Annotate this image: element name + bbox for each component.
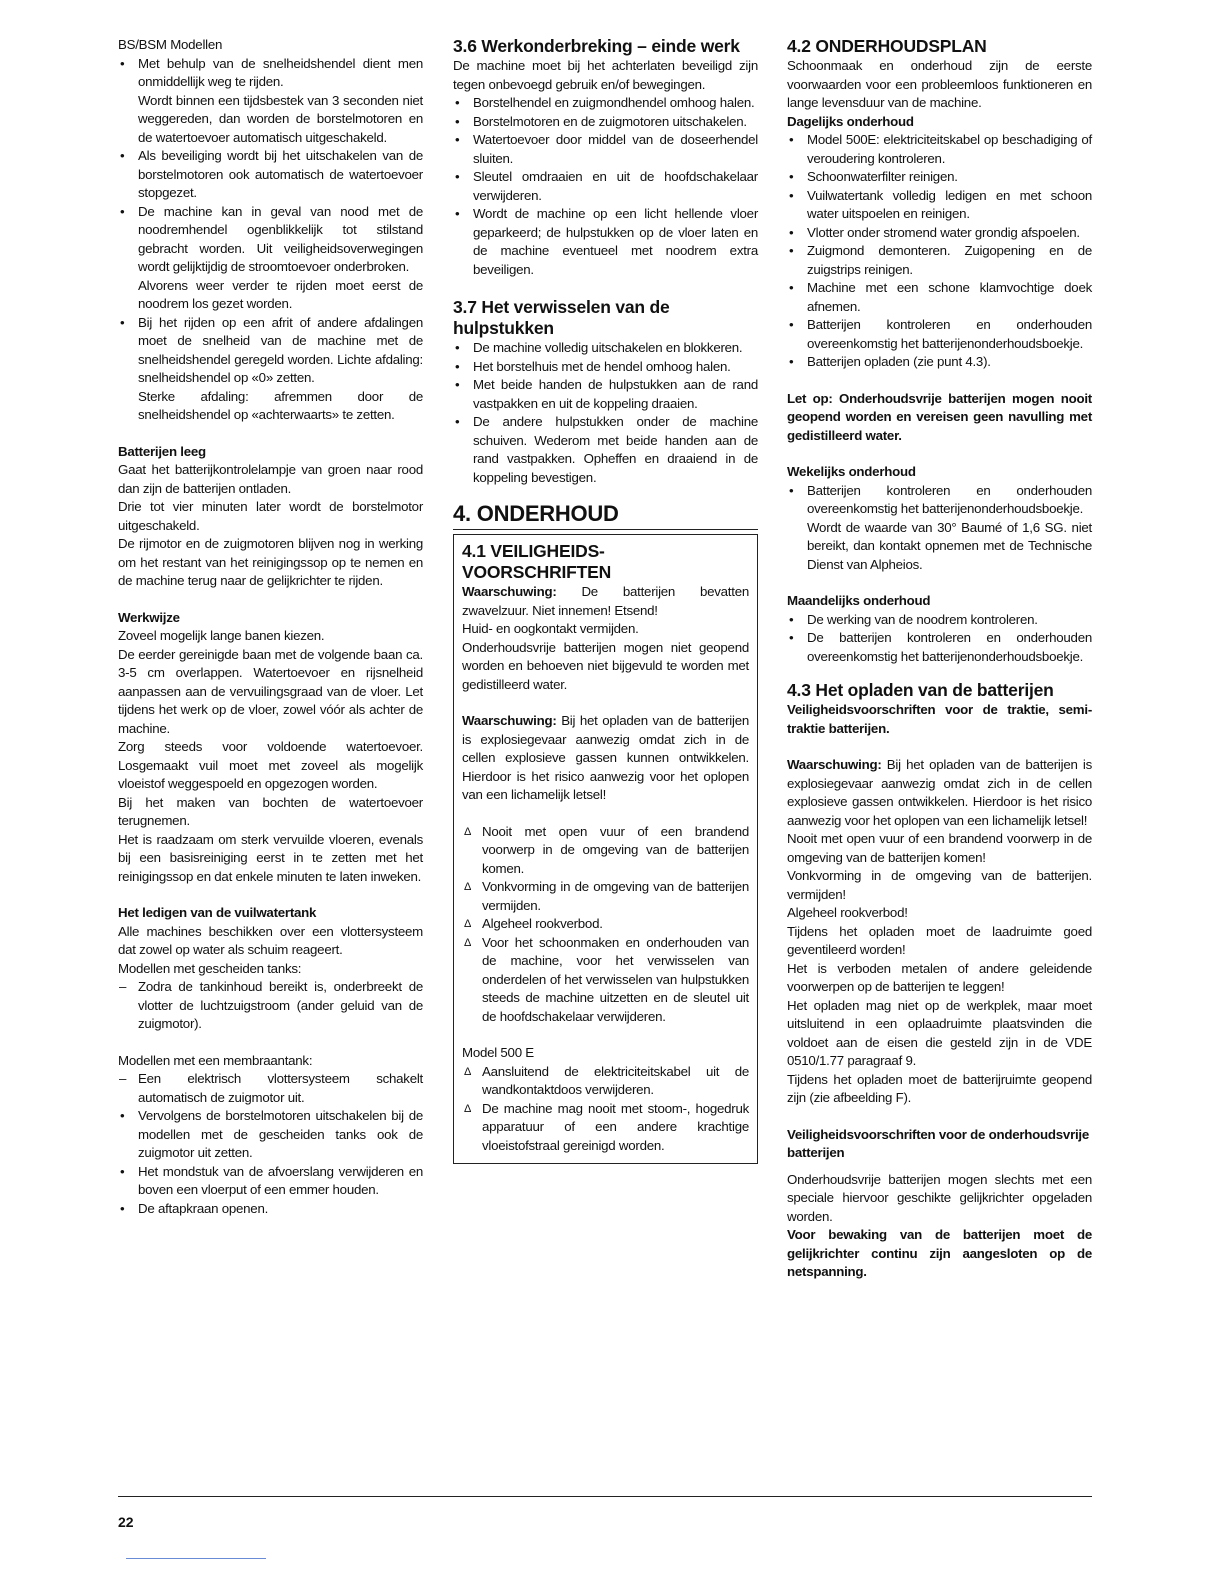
section-3-6-title: 3.6 Werkonderbreking – einde werk: [453, 36, 740, 56]
list-item: Δ De machine mag nooit met stoom-, hogedruk apparatuur of een andere krachtige vloeistofstraal gereinigd worden.: [462, 1100, 749, 1156]
section-subheading: Veiligheidsvoorschriften voor de traktie, semi-traktie batterijen.: [787, 702, 1092, 736]
paragraph: De machine moet bij het achterlaten beveiligd zijn tegen onbevoegd gebruik en/of bewegingen.: [453, 58, 758, 92]
paragraph: Tijdens het opladen moet de batterijruimte geopend zijn (zie afbeelding F).: [787, 1071, 1092, 1105]
operation-bullets: [118, 55, 423, 425]
s37-bullets: [453, 339, 758, 487]
column-right: [787, 36, 1092, 1282]
list-item: • De aftapkraan openen.: [118, 1200, 423, 1219]
safety-box: [453, 534, 758, 1164]
warning-label: Waarschuwing:: [462, 584, 557, 599]
section-4-3-title: 4.3 Het opladen van de batterijen: [787, 680, 1054, 700]
list-item: • Machine met een schone klamvochtige doek afnemen.: [787, 279, 1092, 316]
list-item: • Borstelhendel en zuigmondhendel omhoog halen.: [453, 94, 758, 113]
note-paragraph: Let op: Onderhoudsvrije batterijen mogen nooit geopend worden en vereisen geen navulling met gedistilleerd water.: [787, 390, 1092, 443]
list-item: • Het borstelhuis met de hendel omhoog halen.: [453, 358, 758, 377]
paragraph: Algeheel rookverbod!: [787, 905, 908, 920]
weekly-bullets: [787, 482, 1092, 575]
list-item: • Vlotter onder stromend water grondig afspoelen.: [787, 224, 1092, 243]
paragraph: Zorg steeds voor voldoende watertoevoer. Losgemaakt vuil moet met zoveel als mogelijk vloeistof weggespoeld en opgezogen worden.: [118, 739, 423, 791]
paragraph: Tijdens het opladen moet de laadruimte goed geventileerd worden!: [787, 923, 1092, 957]
list-item: – Zodra de tankinhoud bereikt is, onderbreekt de vlotter de luchtzuigstroom (ander geluid van de zuigmotor).: [118, 978, 423, 1034]
list-item-extra: Alvorens weer verder te rijden moet eerst de noodrem los gezet worden.: [138, 277, 423, 311]
list-item: • Wordt de machine op een licht hellende vloer geparkeerd; de hulpstukken op de vloer laten en de machine eventueel met noodrem extra beveiligen.: [453, 205, 758, 279]
section-3-7-title: 3.7 Het verwisselen van de hulpstukken: [453, 297, 670, 338]
paragraph: Bij het maken van bochten de watertoevoer terugnemen.: [118, 794, 423, 828]
model-warning-list: [462, 1063, 749, 1156]
warning-list: [462, 823, 749, 1027]
list-item: • Batterijen kontroleren en onderhouden overeenkomstig het batterijenonderhoudsboekje.: [787, 316, 1092, 353]
section-heading: Werkwijze: [118, 609, 180, 625]
link-underline: [126, 1558, 266, 1559]
list-item-extra: Sterke afdaling: afremmen door de snelheidshendel op «achterwaarts» te zetten.: [138, 388, 423, 422]
model-line: BS/BSM Modellen: [118, 37, 223, 52]
paragraph: Het is raadzaam om sterk vervuilde vloeren, evenals bij een basisreiniging eerst in te zetten met het reinigingssop en dat enkele minuten te laten inweken.: [118, 831, 423, 884]
list-item: • De batterijen kontroleren en onderhouden overeenkomstig het batterijenonderhoudsboekje.: [787, 629, 1092, 666]
s36-bullets: [453, 94, 758, 279]
list-item: • Schoonwaterfilter reinigen.: [787, 168, 1092, 187]
section-4-2-title: 4.2 ONDERHOUDSPLAN: [787, 36, 987, 56]
list-item: • Vuilwatertank volledig ledigen en met schoon water uitspoelen en reinigen.: [787, 187, 1092, 224]
list-item: – Een elektrisch vlottersysteem schakelt automatisch de zuigmotor uit.: [118, 1070, 423, 1107]
tank-bullets: [118, 1107, 423, 1218]
list-item: Δ Nooit met open vuur of een brandend voorwerp in de omgeving van de batterijen komen.: [462, 823, 749, 879]
list-item: • Met behulp van de snelheidshendel dient men onmiddellijk weg te rijden. Wordt binnen een tijdsbestek van 3 seconden niet weggereden, dan worden de borstelmotoren en de watertoevoer automatisch uitgeschakeld.: [118, 55, 423, 148]
paragraph: Het is verboden metalen of andere geleidende voorwerpen op de batterijen te leggen!: [787, 960, 1092, 994]
model-label: Model 500 E: [462, 1045, 534, 1060]
daily-bullets: [787, 131, 1092, 372]
list-item-extra: Wordt de waarde van 30° Baumé of 1,6 SG. niet bereikt, dan kontakt opnemen met de Technische Dienst van Alpheios.: [807, 519, 1092, 572]
paragraph: Schoonmaak en onderhoud zijn de eerste voorwaarden voor een probleemloos funktioneren en lange levensduur van de machine.: [787, 58, 1092, 110]
column-middle: [453, 36, 758, 1164]
list-item: • Sleutel omdraaien en uit de hoofdschakelaar verwijderen.: [453, 168, 758, 205]
paragraph: Modellen met een membraantank:: [118, 1052, 313, 1068]
paragraph: Voor bewaking van de batterijen moet de gelijkrichter continu zijn aangesloten op de netspanning.: [787, 1227, 1092, 1279]
list-item: Δ Voor het schoonmaken en onderhouden van de machine, voor het verwisselen van onderdelen of het verwisselen van hulpstukken steeds de machine uitzetten en de sleutel uit de hoofdschakelaar verwijderen.: [462, 934, 749, 1027]
list-item: Δ Algeheel rookverbod.: [462, 915, 749, 934]
section-heading: Maandelijks onderhoud: [787, 593, 931, 608]
column-left: [118, 36, 423, 1218]
paragraph: De eerder gereinigde baan met de volgende baan ca. 3-5 cm overlappen. Watertoevoer en rijsnelheid aanpassen aan de vervuilingsgraad van de vloer. Let tijdens het werk op de vloer, zowel vóór als achter de machine.: [118, 646, 423, 736]
list-item: • De machine volledig uitschakelen en blokkeren.: [453, 339, 758, 358]
page-number: 22: [118, 1514, 134, 1530]
section-heading: Batterijen leeg: [118, 443, 206, 459]
list-item: • Borstelmotoren en de zuigmotoren uitschakelen.: [453, 113, 758, 132]
warning-label: Waarschuwing:: [462, 713, 557, 728]
paragraph: Nooit met open vuur of een brandend voorwerp in de omgeving van de batterijen komen!: [787, 831, 1092, 865]
paragraph: Gaat het batterijkontrolelampje van groen naar rood dan zijn de batterijen ontladen.: [118, 462, 423, 496]
paragraph: De rijmotor en de zuigmotoren blijven nog in werking om het restant van het reinigingssop op te nemen en de machine terug naar de gelijkrichter te rijden.: [118, 536, 423, 588]
warning-label: Waarschuwing:: [787, 757, 882, 772]
list-item: • Het mondstuk van de afvoerslang verwijderen en boven een vloerput of een emmer houden.: [118, 1163, 423, 1200]
chapter-4-title: 4. ONDERHOUD: [453, 501, 758, 530]
list-item: • Vervolgens de borstelmotoren uitschakelen bij de modellen met de gescheiden tanks ook de zuigmotor uit zetten.: [118, 1107, 423, 1163]
warning-paragraph: Waarschuwing: Bij het opladen van de batterijen is explosiegevaar aanwezig omdat zich in de cellen explosieve gassen ontwikkelen. Hierdoor is het risico aanwezig voor het oplopen van een lichamelijk letsel!: [787, 757, 1092, 828]
list-item: • De machine kan in geval van nood met de noodremhendel ogenblikkelijk tot stilstand gebracht worden. Uit veiligheidsoverwegingen wordt gelijktijdig de stroomtoevoer onderbroken. Alvorens weer verder te rijden moet eerst de noodrem los gezet worden.: [118, 203, 423, 314]
list-item: • Watertoevoer door middel van de doseerhendel sluiten.: [453, 131, 758, 168]
paragraph: Het opladen mag niet op de werkplek, maar moet uitsluitend in een oplaadruimte plaatsvinden die voldoet aan de eisen die gesteld zijn in de VDE 0510/1.77 paragraaf 9.: [787, 997, 1092, 1068]
paragraph: Onderhoudsvrije batterijen mogen niet geopend worden en behoeven niet bijgevuld te worden met gedistilleerd water.: [462, 639, 749, 692]
paragraph: Vonkvorming in de omgeving van de batterijen. vermijden!: [787, 868, 1092, 902]
section-heading: Dagelijks onderhoud: [787, 113, 914, 129]
paragraph: Alle machines beschikken over een vlottersysteem dat zowel op water als schuim reageert.: [118, 923, 423, 957]
list-item: • Met beide handen de hulpstukken aan de rand vastpakken en uit de koppeling draaien.: [453, 376, 758, 413]
section-4-1-title: 4.1 VEILIGHEIDS-VOORSCHRIFTEN: [462, 541, 612, 582]
section-heading: Veiligheidsvoorschriften voor de onderhoudsvrije batterijen: [787, 1126, 1090, 1160]
list-item: • Zuigmond demonteren. Zuigopening en de zuigstrips reinigen.: [787, 242, 1092, 279]
paragraph: Drie tot vier minuten later wordt de borstelmotor uitgeschakeld.: [118, 499, 423, 533]
list-item: Δ Vonkvorming in de omgeving van de batterijen vermijden.: [462, 878, 749, 915]
list-item: • Als beveiliging wordt bij het uitschakelen van de borstelmotoren ook automatisch de watertoevoer stopgezet.: [118, 147, 423, 203]
paragraph: Onderhoudsvrije batterijen mogen slechts met een speciale hiervoor geschikte gelijkrichter opgeladen worden.: [787, 1171, 1092, 1224]
paragraph: Zoveel mogelijk lange banen kiezen.: [118, 628, 325, 643]
footer-divider: [118, 1496, 1092, 1497]
list-item: • Bij het rijden op een afrit of andere afdalingen moet de snelheid van de machine met de snelheidshendel geregeld worden. Lichte afdaling: snelheidshendel op «0» zetten. Sterke afdaling: afremmen door de snelheidshendel op «achterwaarts» te zetten.: [118, 314, 423, 425]
list-item: • Batterijen kontroleren en onderhouden overeenkomstig het batterijenonderhoudsboekje. Wordt de waarde van 30° Baumé of 1,6 SG. niet bereikt, dan kontakt opnemen met de Technische Dienst van Alpheios.: [787, 482, 1092, 575]
paragraph: Huid- en oogkontakt vermijden.: [462, 621, 639, 636]
paragraph: Modellen met gescheiden tanks:: [118, 960, 302, 976]
list-item: Δ Aansluitend de elektriciteitskabel uit de wandkontaktdoos verwijderen.: [462, 1063, 749, 1100]
warning-paragraph: Waarschuwing: Bij het opladen van de batterijen is explosiegevaar aanwezig omdat zich in de cellen explosieve gassen kunnen ontwikkelen. Hierdoor is het risico aanwezig voor het oplopen van een lichamelijk letsel!: [462, 713, 749, 802]
dash-list: [118, 978, 423, 1034]
list-item-extra: Wordt binnen een tijdsbestek van 3 seconden niet weggereden, dan worden de borstelmotoren en de watertoevoer automatisch uitgeschakeld.: [138, 92, 423, 145]
section-heading: Wekelijks onderhoud: [787, 464, 916, 479]
list-item: • De werking van de noodrem kontroleren.: [787, 611, 1092, 630]
warning-paragraph: Waarschuwing: De batterijen bevatten zwavelzuur. Niet innemen! Etsend!: [462, 584, 749, 618]
monthly-bullets: [787, 611, 1092, 667]
list-item: • Batterijen opladen (zie punt 4.3).: [787, 353, 1092, 372]
dash-list: [118, 1070, 423, 1107]
list-item: • De andere hulpstukken onder de machine schuiven. Wederom met beide handen aan de rand vastpakken. Opheffen en draaiend in de koppeling bevestigen.: [453, 413, 758, 487]
section-heading: Het ledigen van de vuilwatertank: [118, 905, 317, 920]
list-item: • Model 500E: elektriciteitskabel op beschadiging of veroudering kontroleren.: [787, 131, 1092, 168]
